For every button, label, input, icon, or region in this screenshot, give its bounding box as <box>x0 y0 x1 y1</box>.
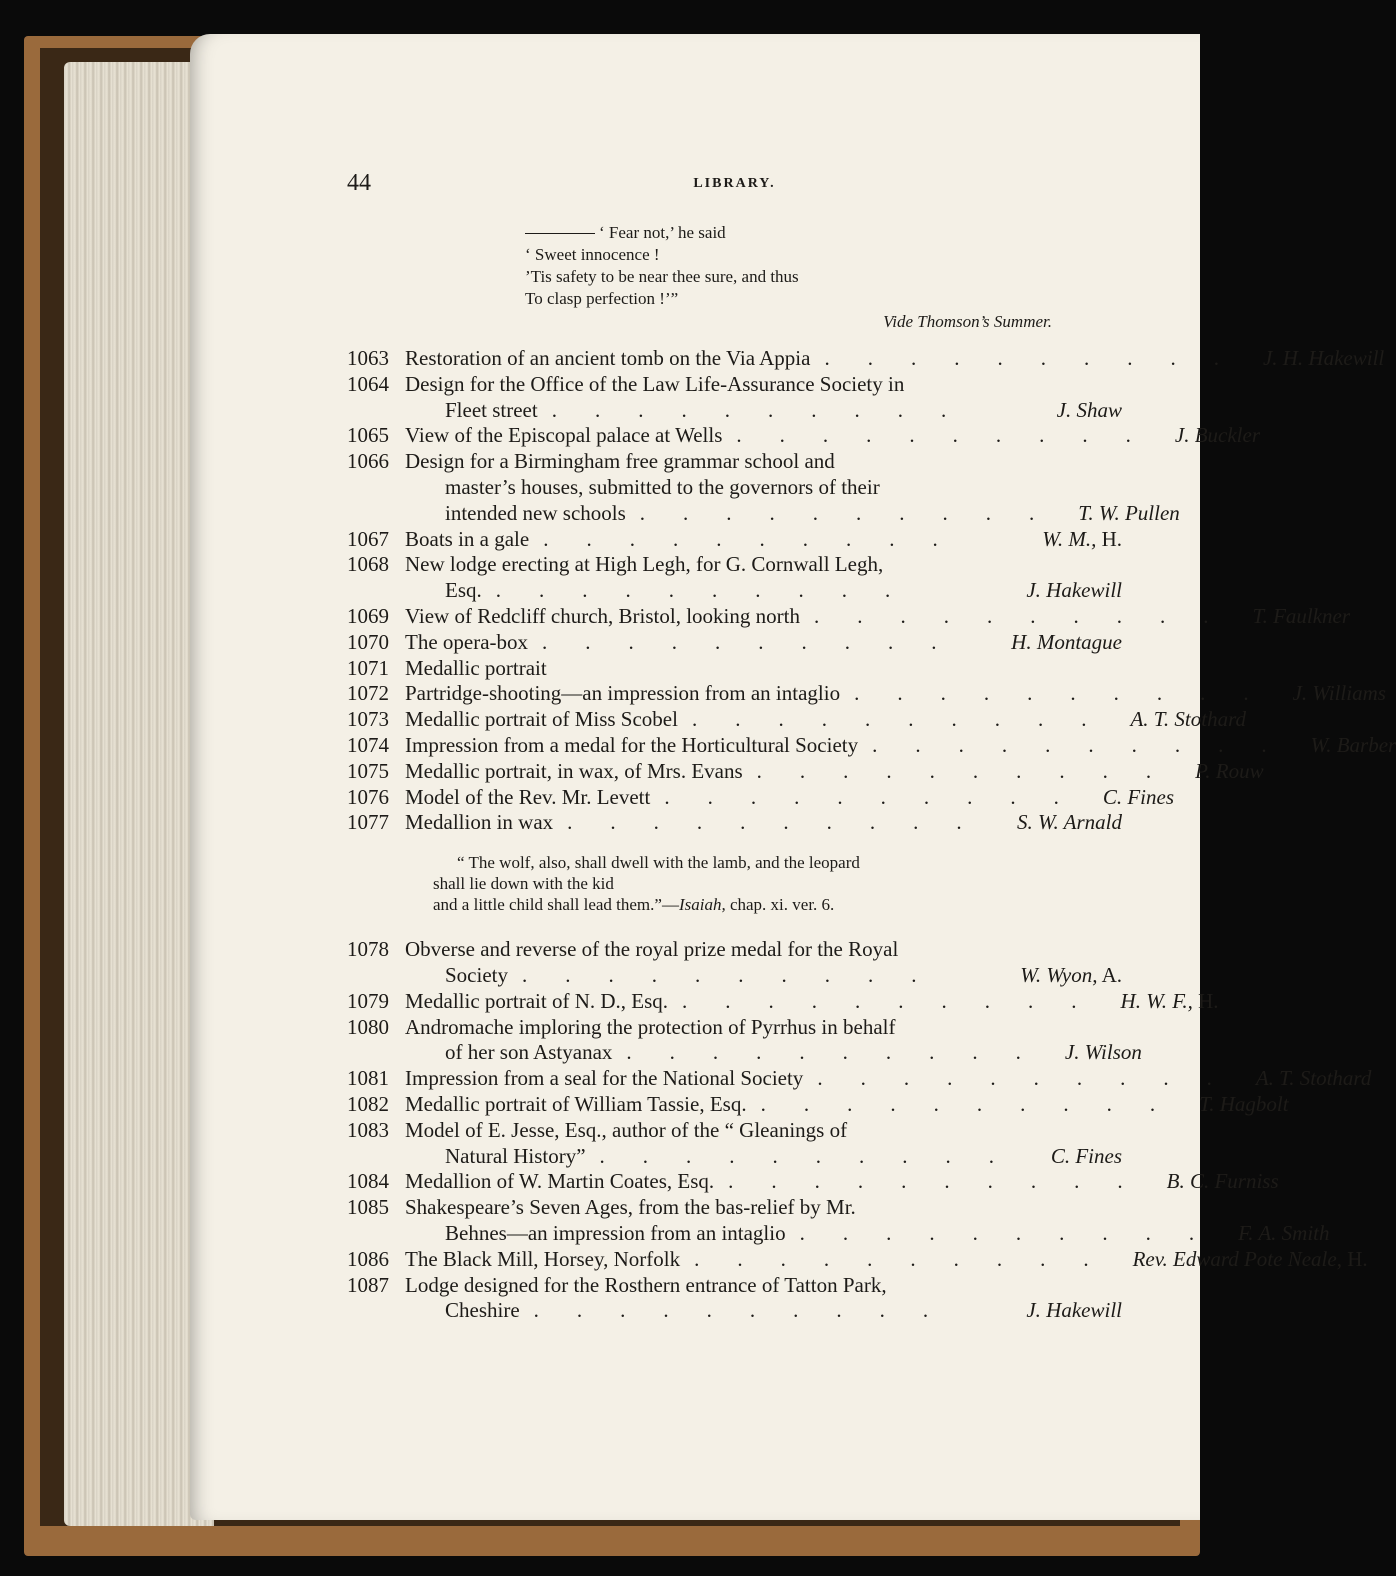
entry-number: 1069 <box>347 603 389 628</box>
catalogue-entry <box>347 1091 1289 1118</box>
artist-name: J. Shaw <box>1056 397 1122 422</box>
entry-title: New lodge erecting at High Legh, for G. Cornwall Legh, <box>405 552 884 577</box>
catalogue-entry <box>347 1273 1122 1325</box>
entry-artist <box>1250 1066 1372 1092</box>
entry-body <box>405 372 1122 424</box>
entry-artist <box>1014 963 1122 989</box>
quote-line: shall lie down with the kid <box>433 874 614 894</box>
entry-number: 1067 <box>347 526 389 551</box>
entry-body <box>405 785 1174 811</box>
entry-body <box>405 810 1122 836</box>
artist-name: S. W. Arnald <box>1016 810 1122 835</box>
artist-name: P. Rouw <box>1195 758 1264 783</box>
entry-body <box>405 1195 1330 1247</box>
entry-body <box>405 1273 1122 1325</box>
scripture-quote <box>433 852 1122 915</box>
entry-artist <box>1127 1247 1368 1273</box>
entry-line <box>405 1195 1330 1221</box>
catalogue-entry <box>347 656 1122 682</box>
entry-artist <box>1097 785 1174 811</box>
leader-dots: .......... <box>522 962 955 987</box>
leader-dots: .......... <box>756 758 1190 783</box>
entry-title: The opera-box <box>405 629 529 654</box>
poem-line: ’Tis safety to be near thee sure, and thus <box>525 267 799 286</box>
artist-name: H. W. F., <box>1120 988 1193 1013</box>
artist-name: J. Wilson <box>1064 1040 1142 1065</box>
poem-epigraph <box>525 222 1122 310</box>
catalogue-entry <box>347 681 1386 707</box>
entry-body <box>405 423 1260 449</box>
entry-number: 1072 <box>347 681 389 706</box>
leader-dots: .......... <box>626 1040 1059 1065</box>
running-head <box>347 170 1122 202</box>
entry-body <box>405 759 1264 785</box>
entry-title: of her son Astyanax <box>445 1040 613 1065</box>
entry-line <box>405 656 1122 682</box>
entry-artist <box>1045 1144 1122 1170</box>
artist-name: A. T. Stothard <box>1130 707 1246 732</box>
quote-text: and a little child shall lead them.”— <box>433 895 679 915</box>
entry-title: Behnes—an impression from an intaglio <box>445 1220 786 1245</box>
entry-line <box>405 681 1386 707</box>
entry-line <box>405 1040 1142 1066</box>
entry-line <box>405 989 1219 1015</box>
entry-title: Lodge designed for the Rosthern entrance of Tatton Park, <box>405 1272 887 1297</box>
leader-dots: .......... <box>813 603 1247 628</box>
entry-body <box>405 630 1122 656</box>
entry-artist <box>1011 810 1122 836</box>
entry-artist <box>1232 1221 1329 1247</box>
entry-line <box>405 1247 1368 1273</box>
entry-number: 1086 <box>347 1246 389 1271</box>
entry-body <box>405 681 1386 707</box>
artist-name: J. Hakewill <box>1026 578 1122 603</box>
artist-name: J. Hakewill <box>1026 1298 1122 1323</box>
entry-body <box>405 1118 1122 1170</box>
entry-number: 1084 <box>347 1169 389 1194</box>
entry-number: 1079 <box>347 988 389 1013</box>
leader-dots: .......... <box>736 423 1169 448</box>
quote-source: Isaiah, <box>678 895 726 915</box>
entry-number: 1066 <box>347 449 389 474</box>
entry-number: 1083 <box>347 1117 389 1142</box>
poem-line: To clasp perfection !’” <box>525 289 679 308</box>
catalogue-entry <box>347 449 1180 526</box>
entry-line <box>405 1066 1371 1092</box>
entry-artist <box>1305 733 1396 759</box>
artist-name: T. Faulkner <box>1252 603 1351 628</box>
leader-dots: .......... <box>799 1220 1233 1245</box>
entry-title: Partridge-shooting—an impression from an intaglio <box>405 681 841 706</box>
entry-artist <box>1169 423 1260 449</box>
entry-title: Obverse and reverse of the royal prize medal for the Royal <box>405 937 899 962</box>
entry-line <box>405 604 1350 630</box>
catalogue-entry <box>347 630 1122 656</box>
entry-line <box>405 475 1180 501</box>
entry-number: 1080 <box>347 1014 389 1039</box>
entry-title: Design for the Office of the Law Life-Assurance Society in <box>405 371 905 396</box>
entry-title: Medallion of W. Martin Coates, Esq. <box>405 1169 715 1194</box>
entry-line <box>405 707 1246 733</box>
entry-line <box>405 501 1180 527</box>
entry-number: 1068 <box>347 552 389 577</box>
entry-line <box>405 423 1260 449</box>
leader-dots: .......... <box>599 1143 1033 1168</box>
artist-name: H. Montague <box>1011 629 1122 654</box>
catalogue-entry <box>347 937 1122 989</box>
entry-number: 1077 <box>347 810 389 835</box>
catalogue-entry <box>347 810 1122 836</box>
entry-artist <box>1059 1040 1142 1066</box>
entry-title: Andromache imploring the protection of Pyrrhus in behalf <box>405 1014 896 1039</box>
entry-line <box>405 630 1122 656</box>
entry-artist <box>1287 681 1386 707</box>
entry-title: Medallic portrait of Miss Scobel <box>405 707 678 732</box>
entry-line <box>405 785 1174 811</box>
entry-line <box>405 527 1122 553</box>
entry-body <box>405 937 1122 989</box>
catalogue-entry <box>347 1195 1330 1247</box>
entry-number: 1070 <box>347 629 389 654</box>
entry-body <box>405 346 1384 372</box>
entry-title: Esq. <box>445 578 482 603</box>
entry-title: Natural History” <box>445 1143 586 1168</box>
page-text <box>347 170 1396 1324</box>
entry-title: Impression from a seal for the National Society <box>405 1066 804 1091</box>
artist-name: C. Fines <box>1102 784 1175 809</box>
entry-number: 1063 <box>347 346 389 370</box>
artist-name: J. H. Hakewill <box>1262 346 1385 370</box>
catalogue-entry <box>347 707 1246 733</box>
catalogue-entry <box>347 1066 1372 1092</box>
artist-name: W. Barber <box>1310 732 1396 757</box>
entry-title: intended new schools <box>445 500 626 525</box>
entry-line <box>405 1015 1142 1041</box>
artist-suffix: H. <box>1096 526 1122 551</box>
catalogue-entry <box>347 527 1122 553</box>
entry-body <box>405 527 1122 553</box>
entry-title: Medallic portrait <box>405 655 547 680</box>
entry-artist <box>1193 1092 1288 1118</box>
entry-body <box>405 989 1219 1015</box>
entry-number: 1085 <box>347 1195 389 1220</box>
entry-number: 1071 <box>347 655 389 680</box>
entry-number: 1073 <box>347 707 389 732</box>
artist-name: C. Fines <box>1050 1143 1122 1168</box>
entry-body <box>405 1015 1142 1067</box>
entry-body <box>405 604 1350 630</box>
catalogue-entry <box>347 784 1175 811</box>
quote-line: “ The wolf, also, shall dwell with the lamb, and the leopard <box>457 853 860 873</box>
catalogue-entry <box>347 372 1122 424</box>
entry-title: master’s houses, submitted to the governors of their <box>445 474 880 499</box>
artist-name: T. Hagbolt <box>1199 1091 1289 1116</box>
entry-line <box>405 372 1122 398</box>
entry-title: Model of E. Jesse, Esq., author of the “ Gleanings of <box>405 1117 848 1142</box>
entry-line <box>405 1298 1122 1324</box>
entry-body <box>405 1247 1368 1273</box>
entry-line <box>405 1092 1289 1118</box>
entry-body <box>405 1169 1279 1195</box>
entry-number: 1074 <box>347 732 389 757</box>
leader-dots: .......... <box>542 629 975 654</box>
entry-artist <box>1124 707 1246 733</box>
catalogue-entry <box>347 988 1219 1015</box>
entry-title: Medallic portrait of N. D., Esq. <box>405 988 669 1013</box>
entry-line <box>405 398 1122 424</box>
entry-body <box>405 707 1246 733</box>
artist-name: B. C. Furniss <box>1166 1169 1279 1194</box>
catalogue-entry <box>347 732 1396 759</box>
entry-number: 1082 <box>347 1091 389 1116</box>
quote-line <box>433 894 1122 915</box>
entry-artist <box>1036 527 1122 553</box>
leader-dots: .......... <box>824 346 1257 370</box>
catalogue-entries-a <box>347 346 1396 836</box>
entry-body <box>405 1092 1289 1118</box>
leader-dots: .......... <box>760 1091 1194 1116</box>
entry-line <box>405 1144 1122 1170</box>
artist-name: W. Wyon, <box>1020 962 1098 987</box>
entry-number: 1064 <box>347 371 389 396</box>
catalogue-entry <box>347 423 1261 449</box>
entry-title: View of the Episcopal palace at Wells <box>405 423 723 448</box>
leader-dots: .......... <box>543 526 976 551</box>
leader-dots: .......... <box>567 810 1000 835</box>
entry-body <box>405 449 1180 526</box>
artist-suffix: H. <box>1341 1246 1368 1271</box>
entry-title: Medallic portrait of William Tassie, Esq. <box>405 1091 747 1116</box>
leader-dots: .......... <box>551 397 985 422</box>
entry-title: Model of the Rev. Mr. Levett <box>405 784 651 809</box>
artist-name: Rev. Edward Pote Neale, <box>1132 1246 1342 1271</box>
leader-dots: .......... <box>495 578 929 603</box>
entry-title: Cheshire <box>445 1298 520 1323</box>
leader-dots: .......... <box>817 1066 1250 1091</box>
entry-number: 1078 <box>347 937 389 962</box>
catalogue-entry <box>347 1246 1368 1273</box>
catalogue-entry <box>347 1169 1279 1195</box>
entry-artist <box>1051 398 1122 424</box>
leader-dots: .......... <box>694 1246 1127 1271</box>
catalogue-entry <box>347 552 1122 604</box>
entry-artist <box>1257 346 1384 372</box>
entry-title: Shakespeare’s Seven Ages, from the bas-relief by Mr. <box>405 1195 856 1220</box>
entry-title: Fleet street <box>445 397 538 422</box>
poem-line: ‘ Sweet innocence ! <box>525 245 660 264</box>
entry-body <box>405 1066 1371 1092</box>
leader-dots: .......... <box>639 500 1073 525</box>
leader-dots: .......... <box>664 784 1097 809</box>
artist-name: J. Williams <box>1292 681 1386 706</box>
entry-line <box>405 346 1384 372</box>
entry-title: Impression from a medal for the Horticultural Society <box>405 732 859 757</box>
leader-dots: .......... <box>691 707 1125 732</box>
entry-number: 1075 <box>347 758 389 783</box>
entry-line <box>405 733 1396 759</box>
entry-title: Medallion in wax <box>405 810 554 835</box>
entry-body <box>405 733 1396 759</box>
poem-attribution: Vide Thomson’s Summer. <box>883 312 1052 331</box>
entry-title: Society <box>445 962 508 987</box>
leader-dots: .......... <box>728 1169 1161 1194</box>
entry-line <box>405 937 1122 963</box>
entry-artist <box>1020 578 1122 604</box>
entry-line <box>405 1118 1122 1144</box>
entry-line <box>405 449 1180 475</box>
entry-artist <box>1115 989 1219 1015</box>
entry-line <box>405 759 1264 785</box>
leader-dots: .......... <box>854 681 1287 706</box>
entry-line <box>405 1221 1330 1247</box>
entry-artist <box>1005 630 1122 656</box>
artist-suffix: A. <box>1097 962 1122 987</box>
artist-name: W. M., <box>1042 526 1097 551</box>
entry-title: Boats in a gale <box>405 526 530 551</box>
entry-artist <box>1246 604 1350 630</box>
entry-line <box>405 1273 1122 1299</box>
catalogue-entry <box>347 758 1264 785</box>
poem-line: ‘ Fear not,’ he said <box>525 222 1122 244</box>
leader-dots: .......... <box>533 1298 967 1323</box>
entry-line <box>405 552 1122 578</box>
leader-dots: .......... <box>682 988 1115 1013</box>
entry-artist <box>1189 759 1263 785</box>
entry-body <box>405 552 1122 604</box>
running-title: LIBRARY. <box>693 176 776 191</box>
page-number: 44 <box>347 170 371 196</box>
artist-name: T. W. Pullen <box>1078 500 1180 525</box>
entry-line <box>405 963 1122 989</box>
catalogue-entry <box>347 346 1385 372</box>
entry-title: Restoration of an ancient tomb on the Via Appia <box>405 346 811 370</box>
entry-artist <box>1072 501 1180 527</box>
entry-title: Medallic portrait, in wax, of Mrs. Evans <box>405 758 743 783</box>
catalogue-entry <box>347 1118 1122 1170</box>
catalogue-entry <box>347 603 1351 630</box>
entry-number: 1065 <box>347 423 389 448</box>
artist-name: J. Buckler <box>1174 423 1261 448</box>
catalogue-entries-b <box>347 937 1372 1324</box>
entry-line <box>405 578 1122 604</box>
entry-number: 1081 <box>347 1066 389 1091</box>
entry-number: 1076 <box>347 784 389 809</box>
entry-artist <box>1161 1169 1279 1195</box>
entry-title: View of Redcliff church, Bristol, looking north <box>405 603 800 628</box>
artist-name: F. A. Smith <box>1238 1220 1330 1245</box>
artist-suffix: H. <box>1192 988 1219 1013</box>
artist-name: A. T. Stothard <box>1255 1066 1372 1091</box>
leader-dots: .......... <box>872 732 1305 757</box>
entry-title: The Black Mill, Horsey, Norfolk <box>405 1246 681 1271</box>
quote-reference: chap. xi. ver. 6. <box>725 895 835 915</box>
catalogue-entry <box>347 1014 1142 1067</box>
entry-line <box>405 1169 1279 1195</box>
entry-number: 1087 <box>347 1272 389 1297</box>
entry-artist <box>1020 1298 1122 1324</box>
entry-line <box>405 810 1122 836</box>
entry-body <box>405 656 1122 682</box>
entry-title: Design for a Birmingham free grammar school and <box>405 449 835 474</box>
